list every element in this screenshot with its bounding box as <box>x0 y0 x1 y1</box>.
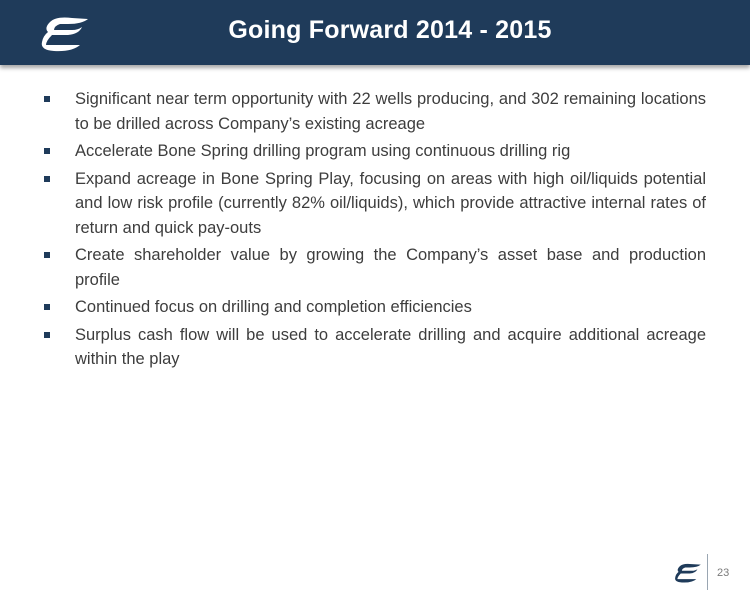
bullet-text: Accelerate Bone Spring drilling program using continuous drilling rig <box>75 142 571 160</box>
square-bullet-icon <box>44 176 50 182</box>
bullet-item <box>44 323 706 372</box>
bullet-item <box>44 295 706 320</box>
square-bullet-icon <box>44 96 50 102</box>
footer-divider <box>707 554 708 590</box>
slide-header <box>0 0 750 65</box>
bullet-item <box>44 139 706 164</box>
company-logo-icon <box>673 561 703 585</box>
bullet-text: Expand acreage in Bone Spring Play, focusing on areas with high oil/liquids potential and low risk profile (currently 82% oil/liquids), which provide attractive internal rates of return and quick pay-outs <box>75 169 706 237</box>
square-bullet-icon <box>44 304 50 310</box>
bullet-item <box>44 243 706 292</box>
bullet-text: Significant near term opportunity with 22 wells producing, and 302 remaining locations to be drilled across Company’s existing acreage <box>75 90 706 133</box>
bullet-text: Create shareholder value by growing the Company’s asset base and production profile <box>75 246 706 289</box>
bullet-text: Surplus cash flow will be used to accelerate drilling and acquire additional acreage within the play <box>75 325 706 368</box>
square-bullet-icon <box>44 332 50 338</box>
square-bullet-icon <box>44 148 50 154</box>
page-number: 23 <box>717 567 730 579</box>
square-bullet-icon <box>44 252 50 258</box>
bullet-item <box>44 167 706 241</box>
bullet-text: Continued focus on drilling and completion efficiencies <box>75 298 472 316</box>
bullet-list <box>44 87 706 375</box>
bullet-item <box>44 87 706 136</box>
slide-title: Going Forward 2014 - 2015 <box>228 16 552 44</box>
